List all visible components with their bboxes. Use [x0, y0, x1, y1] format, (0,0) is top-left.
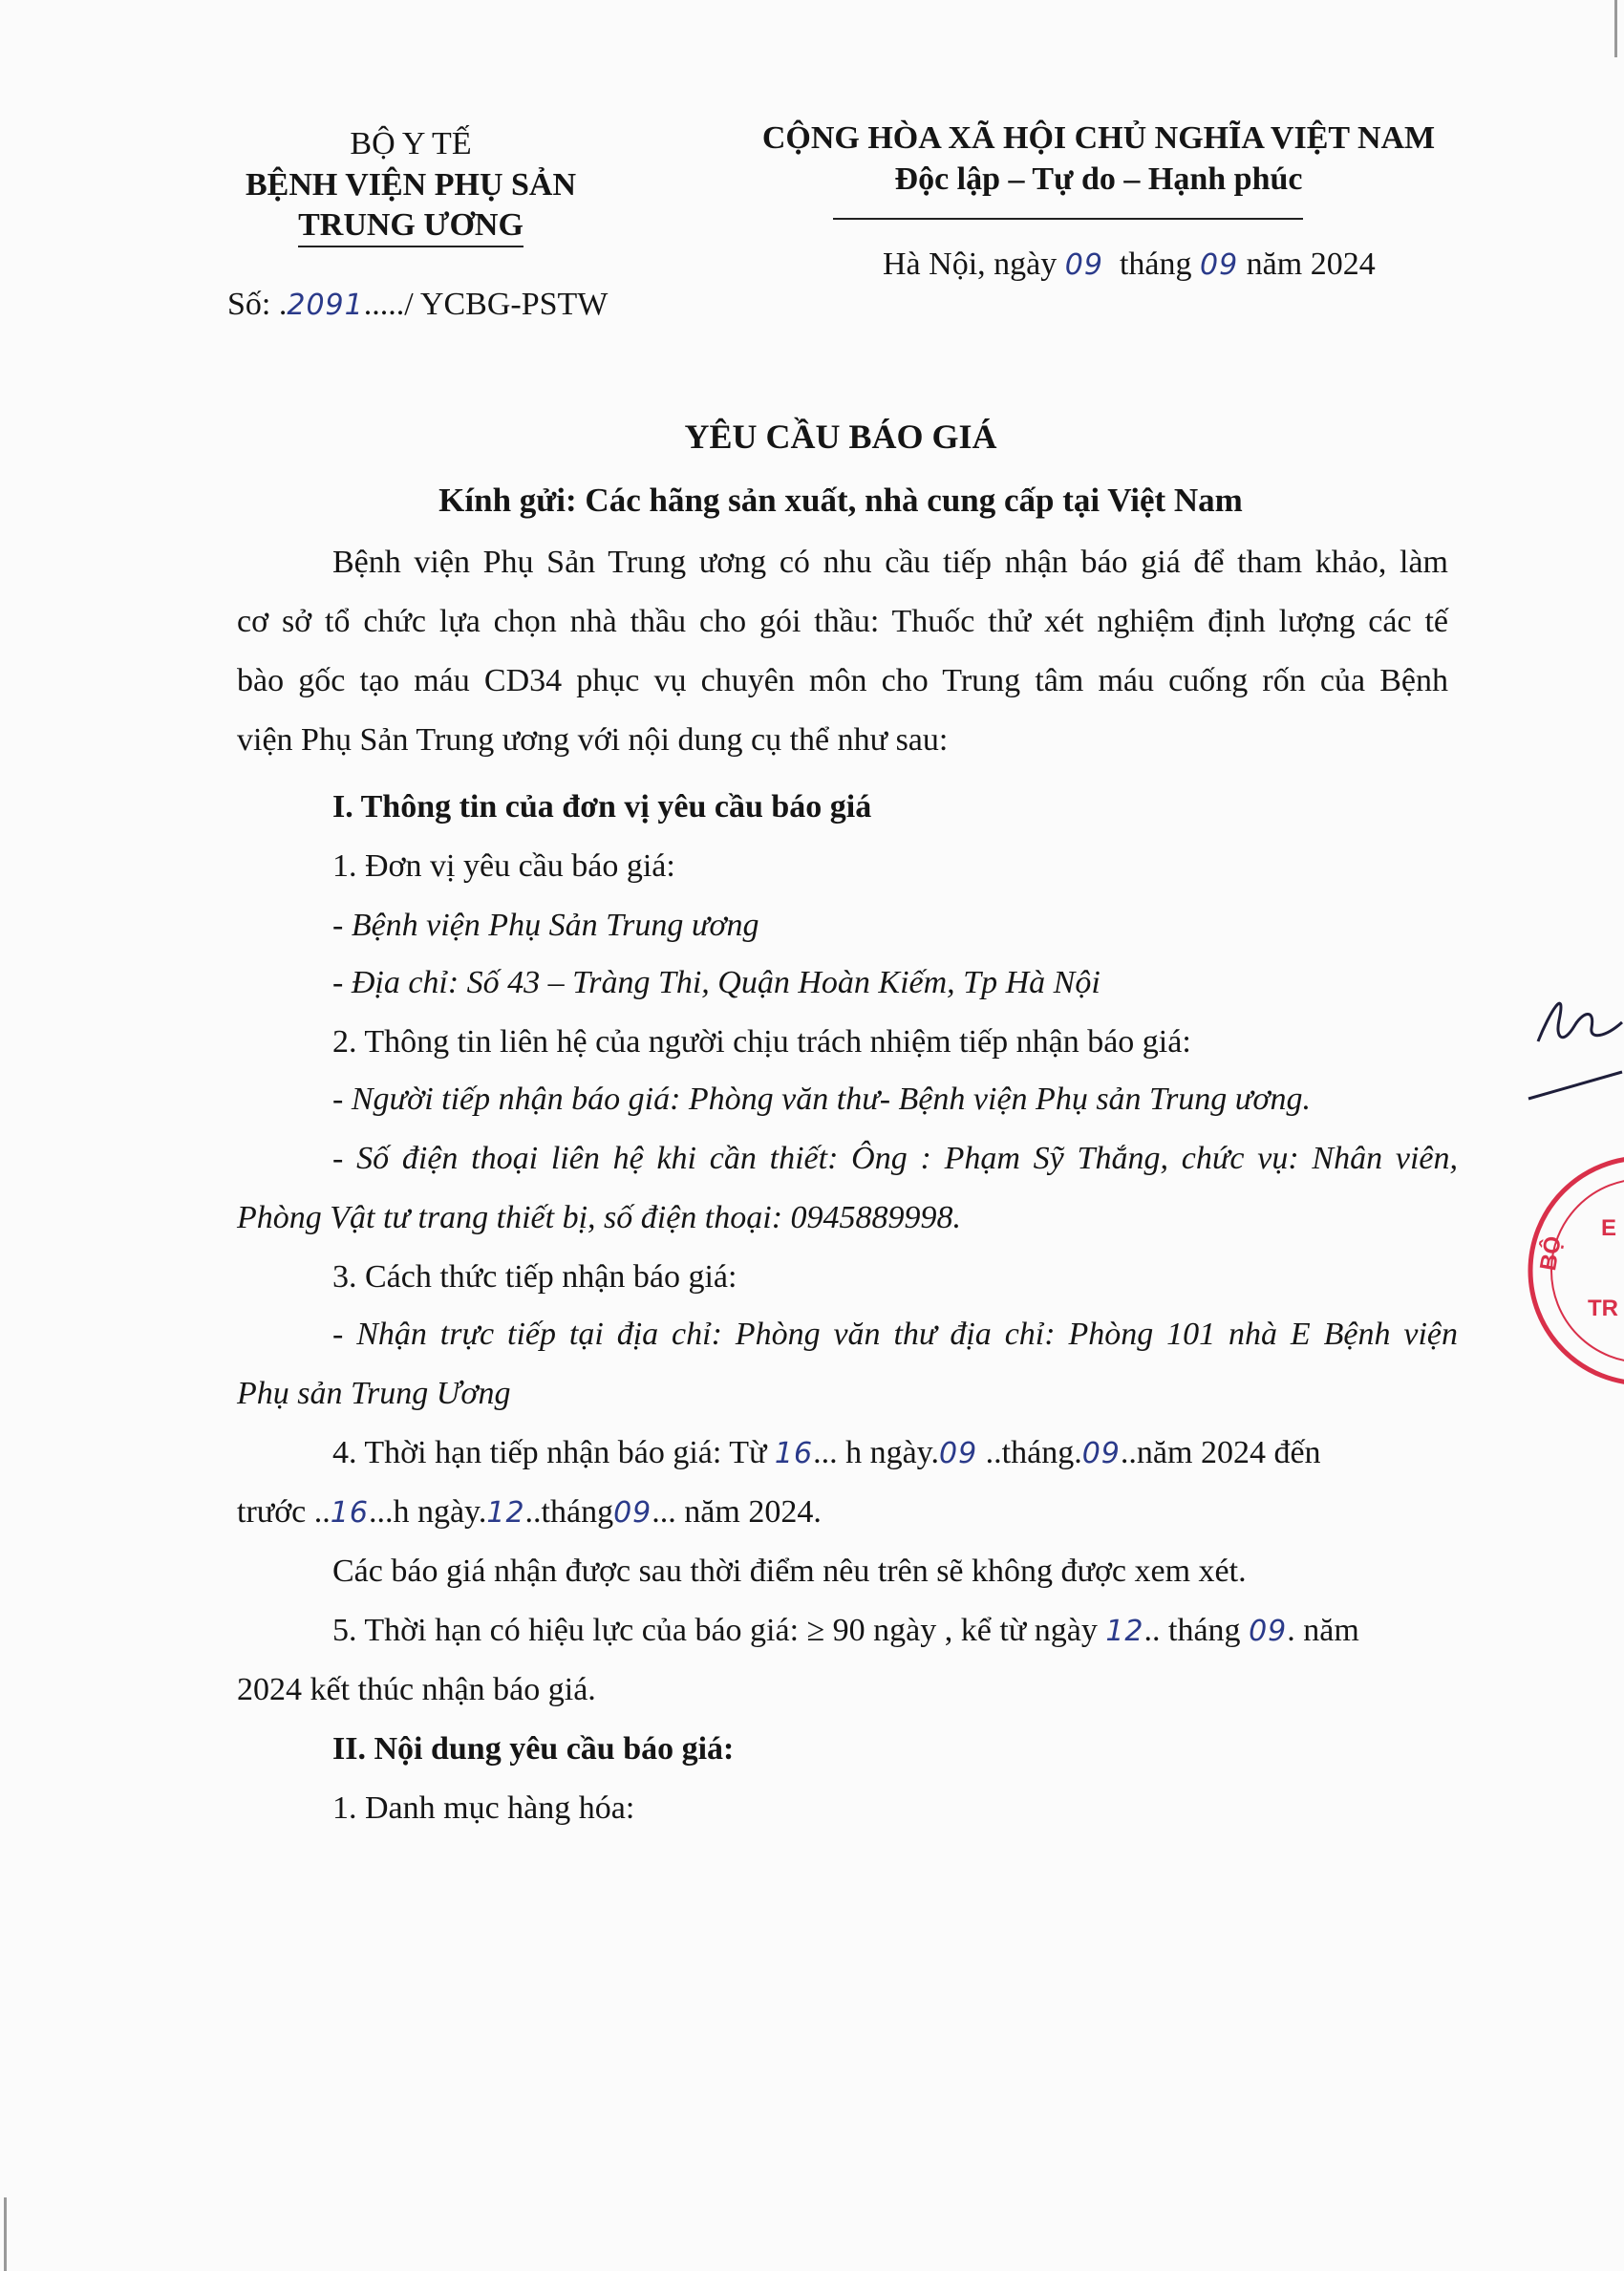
document-title: YÊU CẦU BÁO GIÁ: [684, 418, 997, 456]
section1-item2-receiver: - Người tiếp nhận báo giá: Phòng văn thư- Bệnh viện Phụ sản Trung ương.: [332, 1082, 1312, 1117]
place-date: [883, 245, 1376, 286]
section1-item4-line2: [237, 1483, 1460, 1543]
item4-text1: ... h ngày.: [813, 1435, 939, 1470]
number-suffix: ...../ YCBG-PSTW: [363, 287, 609, 322]
item4-text6: ... năm 2024.: [652, 1494, 822, 1530]
header-right: [707, 118, 1490, 200]
recipient-line: Kính gửi: Các hãng sản xuất, nhà cung cấp tại Việt Nam: [438, 482, 1243, 519]
item4-prefix2: trước ..: [237, 1494, 331, 1530]
month-label: tháng: [1119, 246, 1192, 282]
date-month-handwritten: 09: [1199, 248, 1239, 282]
item5-day: 12: [1105, 1615, 1144, 1648]
section1-item4-line1: [332, 1424, 1458, 1484]
stamp-text-left: BỘ: [1535, 1233, 1567, 1273]
number-handwritten: 2091: [287, 289, 364, 322]
national-motto: Độc lập – Tự do – Hạnh phúc: [894, 161, 1303, 197]
section1-item5-line1: [332, 1601, 1555, 1661]
section1-item3-label: 3. Cách thức tiếp nhận báo giá:: [332, 1259, 737, 1295]
section1-item2-label: 2. Thông tin liên hệ của người chịu trách nhiệm tiếp nhận báo giá:: [332, 1024, 1191, 1060]
place-date-prefix: Hà Nội, ngày: [883, 246, 1058, 282]
date-day-handwritten: 09: [1064, 248, 1103, 282]
item5-text1: .. tháng: [1143, 1613, 1241, 1648]
year-text: năm 2024: [1246, 246, 1376, 282]
section2-heading: II. Nội dung yêu cầu báo giá:: [332, 1731, 735, 1767]
section1-item2-phone-line2: Phòng Vật tư trang thiết bị, số điện thoại: 0945889998.: [237, 1200, 962, 1235]
intro-line-2: cơ sở tổ chức lựa chọn nhà thầu cho gói thầu: Thuốc thử xét nghiệm định lượng các tế: [237, 604, 1448, 639]
section1-item3-line1: - Nhận trực tiếp tại địa chỉ: Phòng văn thư địa chỉ: Phòng 101 nhà E Bệnh viện: [332, 1317, 1458, 1352]
item4-month-to: 09: [613, 1496, 652, 1530]
section1-item3-line2: Phụ sản Trung Ương: [237, 1376, 511, 1411]
item4-hour-from: 16: [774, 1437, 814, 1470]
header-left: [172, 124, 650, 247]
hospital-name-line1: BỆNH VIỆN PHỤ SẢN: [245, 166, 577, 203]
official-stamp-icon: [1509, 1146, 1624, 1395]
item4-text3: ..năm 2024 đến: [1120, 1435, 1321, 1470]
item5-text2: . năm: [1287, 1613, 1359, 1648]
intro-line-4: viện Phụ Sản Trung ương với nội dung cụ thể như sau:: [237, 722, 949, 758]
intro-line-3: bào gốc tạo máu CD34 phục vụ chuyên môn cho Trung tâm máu cuống rốn của Bệnh: [237, 663, 1448, 698]
scan-edge-mark-bottom: [4, 2197, 7, 2271]
republic-name: CỘNG HÒA XÃ HỘI CHỦ NGHĨA VIỆT NAM: [761, 120, 1436, 156]
scan-edge-mark: [1614, 0, 1617, 57]
section1-item1-name: - Bệnh viện Phụ Sản Trung ương: [332, 908, 759, 943]
section2-item1-label: 1. Danh mục hàng hóa:: [332, 1790, 635, 1826]
item5-label: 5. Thời hạn có hiệu lực của báo giá: ≥ 90 ngày , kể từ ngày: [332, 1613, 1098, 1648]
item4-text5: ..tháng: [524, 1494, 614, 1530]
number-prefix: Số: .: [227, 287, 288, 322]
document-number: [227, 285, 608, 326]
section1-item5-line2: 2024 kết thúc nhận báo giá.: [237, 1672, 596, 1707]
stamp-text-right-top: E: [1601, 1215, 1617, 1241]
item4-month-from: 09: [1081, 1437, 1121, 1470]
section1-item2-phone-line1: - Số điện thoại liên hệ khi cần thiết: Ông : Phạm Sỹ Thắng, chức vụ: Nhân viên,: [332, 1141, 1458, 1176]
item5-month: 09: [1249, 1615, 1288, 1648]
hospital-name-line2: TRUNG ƯƠNG: [298, 206, 524, 247]
signature-mark-icon: [1500, 946, 1624, 1137]
item4-day-from: 09: [938, 1437, 978, 1470]
intro-line-1: Bệnh viện Phụ Sản Trung ương có nhu cầu tiếp nhận báo giá để tham khảo, làm: [332, 545, 1448, 580]
stamp-text-right-bottom: TR: [1588, 1296, 1618, 1321]
item4-text4: ...h ngày.: [368, 1494, 487, 1530]
section1-item1-address: - Địa chỉ: Số 43 – Tràng Thi, Quận Hoàn Kiếm, Tp Hà Nội: [332, 965, 1100, 1000]
section1-heading: I. Thông tin của đơn vị yêu cầu báo giá: [332, 789, 872, 825]
item4-text2: ..tháng.: [977, 1435, 1082, 1470]
item4-label: 4. Thời hạn tiếp nhận báo giá: Từ: [332, 1435, 767, 1470]
section1-late-note: Các báo giá nhận được sau thời điểm nêu trên sẽ không được xem xét.: [332, 1553, 1247, 1589]
section1-item1-label: 1. Đơn vị yêu cầu báo giá:: [332, 848, 675, 884]
motto-underline: [833, 218, 1303, 220]
item4-hour-to: 16: [330, 1496, 369, 1530]
ministry-name: BỘ Y TẾ: [350, 126, 472, 161]
item4-day-to: 12: [486, 1496, 525, 1530]
